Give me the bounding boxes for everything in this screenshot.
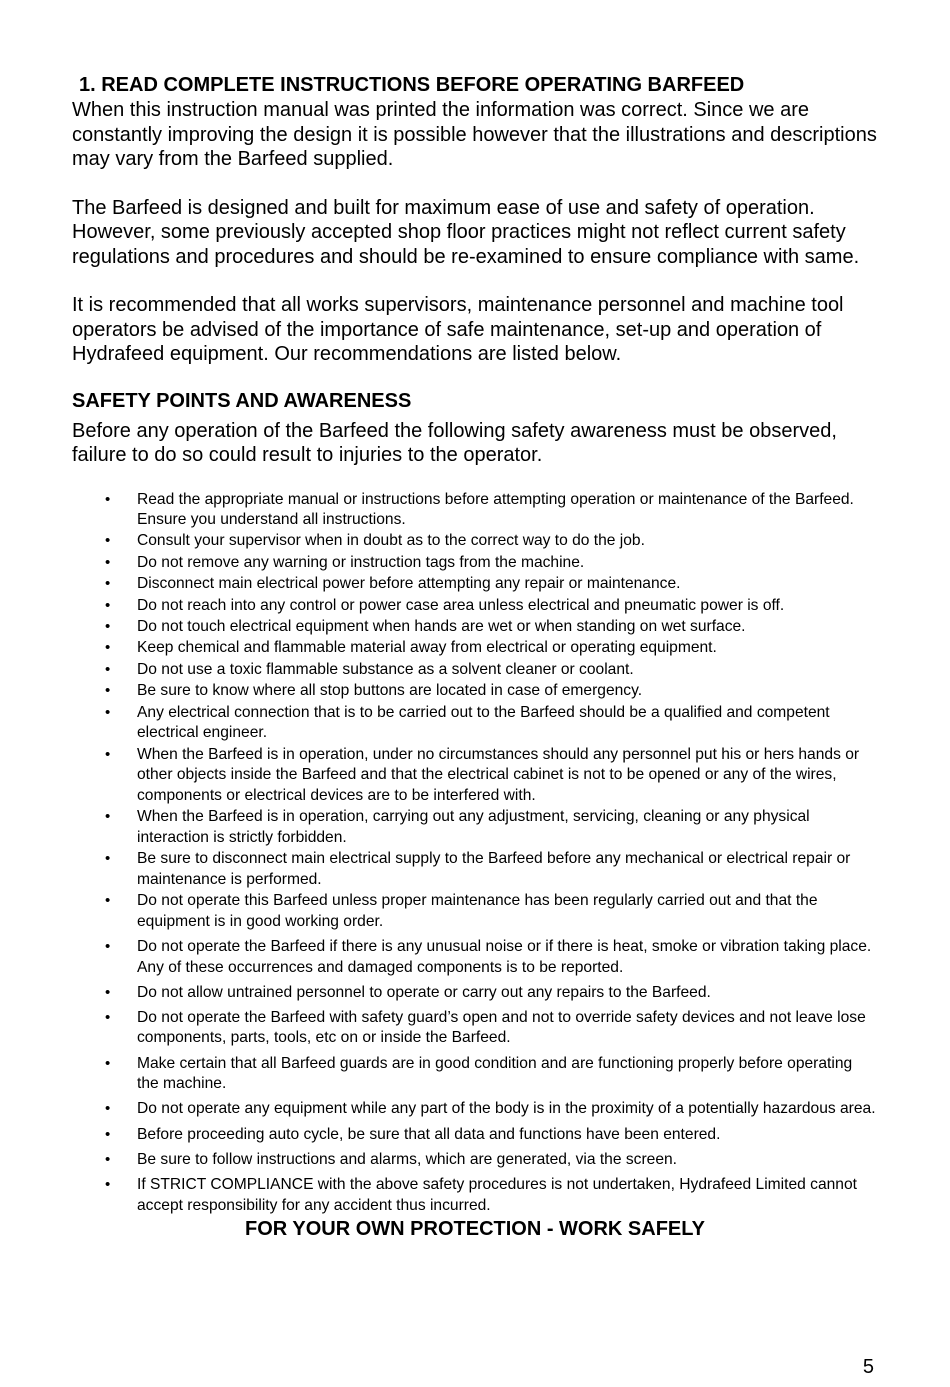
bullet-text: Do not operate any equipment while any part of the body is in the proximity of a potentially hazardous area. xyxy=(137,1100,876,1118)
safety-bullet-item xyxy=(72,638,878,659)
safety-heading: SAFETY POINTS AND AWARENESS xyxy=(72,389,412,412)
bullet-dot-icon: • xyxy=(105,892,111,910)
bullet-dot-icon: • xyxy=(105,1008,111,1026)
bullet-text: Be sure to disconnect main electrical supply to the Barfeed before any mechanical or electrical repair or maintenance is performed. xyxy=(137,850,851,888)
bullet-dot-icon: • xyxy=(105,1176,111,1194)
safety-intro: Before any operation of the Barfeed the following safety awareness must be observed, failure to do so could result to injuries to the operator. xyxy=(72,419,837,466)
safety-bullet-item xyxy=(72,1054,878,1095)
bullet-text: Do not allow untrained personnel to operate or carry out any repairs to the Barfeed. xyxy=(137,983,711,1001)
section-heading: 1. READ COMPLETE INSTRUCTIONS BEFORE OPERATING BARFEED xyxy=(79,74,745,96)
bullet-text: If STRICT COMPLIANCE with the above safety procedures is not undertaken, Hydrafeed Limited cannot accept responsibility for any accident thus incurred. xyxy=(137,1176,857,1214)
bullet-dot-icon: • xyxy=(105,532,111,550)
safety-bullet-item xyxy=(72,703,878,744)
design-paragraph: The Barfeed is designed and built for maximum ease of use and safety of operation. However, some previously accepted shop floor practices might not reflect current safety regulations and procedures and should be re-examined to ensure compliance with same. xyxy=(72,196,860,268)
safety-bullet-item xyxy=(72,983,878,1004)
bullet-dot-icon: • xyxy=(105,682,111,700)
page-number: 5 xyxy=(862,1356,874,1378)
safety-bullet-item xyxy=(72,1150,878,1171)
bullet-text: Do not operate the Barfeed with safety guard’s open and not to override safety devices and not leave lose components, parts, tools, etc on or inside the Barfeed. xyxy=(137,1008,866,1047)
safety-bullet-item xyxy=(72,617,878,638)
bullet-text: Any electrical connection that is to be carried out to the Barfeed should be a qualified and competent electrical engineer. xyxy=(137,703,830,742)
closing-statement: FOR YOUR OWN PROTECTION - WORK SAFELY xyxy=(244,1217,705,1240)
paragraph-spacer xyxy=(72,172,878,196)
bullet-text: Before proceeding auto cycle, be sure that all data and functions have been entered. xyxy=(137,1125,721,1143)
bullet-text: When the Barfeed is in operation, under no circumstances should any personnel put his or hers hands or other objects inside the Barfeed and that the electrical cabinet is not to be opened or any of the wires, components or electrical devices are to be interfered with. xyxy=(137,745,860,804)
bullet-dot-icon: • xyxy=(105,660,111,678)
bullet-dot-icon: • xyxy=(105,490,111,508)
safety-bullet-item xyxy=(72,1175,878,1216)
safety-bullet-item xyxy=(72,1099,878,1120)
bullet-dot-icon: • xyxy=(105,1150,111,1168)
bullet-dot-icon: • xyxy=(105,745,111,763)
bullet-text: Do not reach into any control or power case area unless electrical and pneumatic power is off. xyxy=(137,596,785,614)
safety-bullet-item xyxy=(72,660,878,681)
paragraph-spacer xyxy=(72,269,878,293)
bullet-text: Do not operate this Barfeed unless proper maintenance has been regularly carried out and that the equipment is in good working order. xyxy=(137,892,818,930)
safety-bullet-item xyxy=(72,937,878,978)
bullet-dot-icon: • xyxy=(105,983,111,1001)
bullet-dot-icon: • xyxy=(105,850,111,868)
bullet-text: Do not operate the Barfeed if there is any unusual noise or if there is heat, smoke or vibration taking place. Any of these occurrences and damaged components is to be reported. xyxy=(137,937,872,976)
bullet-dot-icon: • xyxy=(105,703,111,721)
bullet-dot-icon: • xyxy=(105,937,111,955)
bullet-text: Be sure to know where all stop buttons are located in case of emergency. xyxy=(137,682,643,700)
intro-paragraph: When this instruction manual was printed the information was correct. Since we are constantly improving the design it is possible however that the illustrations and descriptions may vary from the Barfeed supplied. xyxy=(72,99,877,170)
bullet-text: Be sure to follow instructions and alarms, which are generated, via the screen. xyxy=(137,1150,677,1168)
safety-bullet-item xyxy=(72,681,878,702)
bullet-dot-icon: • xyxy=(105,1125,111,1143)
safety-bullet-item xyxy=(72,807,878,848)
safety-bullet-item xyxy=(72,490,878,531)
safety-bullet-list xyxy=(72,490,878,1217)
document-page xyxy=(72,73,878,1241)
safety-bullet-item xyxy=(72,891,878,932)
bullet-text: Make certain that all Barfeed guards are in good condition and are functioning properly before operating the machine. xyxy=(137,1054,853,1093)
bullet-dot-icon: • xyxy=(105,553,111,571)
bullet-text: Keep chemical and flammable material away from electrical or operating equipment. xyxy=(137,639,717,657)
safety-bullet-item xyxy=(72,553,878,574)
bullet-text: When the Barfeed is in operation, carrying out any adjustment, servicing, cleaning or any physical interaction is strictly forbidden. xyxy=(137,808,810,846)
safety-bullet-item xyxy=(72,849,878,890)
bullet-dot-icon: • xyxy=(105,808,111,826)
bullet-dot-icon: • xyxy=(105,639,111,657)
safety-bullet-item xyxy=(72,596,878,617)
bullet-dot-icon: • xyxy=(105,596,111,614)
bullet-dot-icon: • xyxy=(105,575,111,593)
safety-bullet-item xyxy=(72,1125,878,1146)
bullet-text: Do not use a toxic flammable substance as a solvent cleaner or coolant. xyxy=(137,660,634,678)
bullet-dot-icon: • xyxy=(105,1054,111,1072)
safety-bullet-item xyxy=(72,574,878,595)
bullet-dot-icon: • xyxy=(105,618,111,636)
bullet-text: Read the appropriate manual or instructions before attempting operation or maintenance of the Barfeed. Ensure you understand all instructions. xyxy=(137,490,854,529)
bullet-text: Do not remove any warning or instruction tags from the machine. xyxy=(137,553,585,571)
recommendation-paragraph: It is recommended that all works supervisors, maintenance personnel and machine tool operators be advised of the importance of safe maintenance, set-up and operation of Hydrafeed equipment. Our recommendations are listed below. xyxy=(72,294,844,365)
bullet-text: Disconnect main electrical power before attempting any repair or maintenance. xyxy=(137,575,681,593)
bullet-dot-icon: • xyxy=(105,1100,111,1118)
safety-bullet-item xyxy=(72,745,878,807)
safety-bullet-item xyxy=(72,1008,878,1049)
safety-bullet-item xyxy=(72,531,878,552)
bullet-text: Consult your supervisor when in doubt as to the correct way to do the job. xyxy=(137,532,645,550)
bullet-text: Do not touch electrical equipment when hands are wet or when standing on wet surface. xyxy=(137,618,746,636)
